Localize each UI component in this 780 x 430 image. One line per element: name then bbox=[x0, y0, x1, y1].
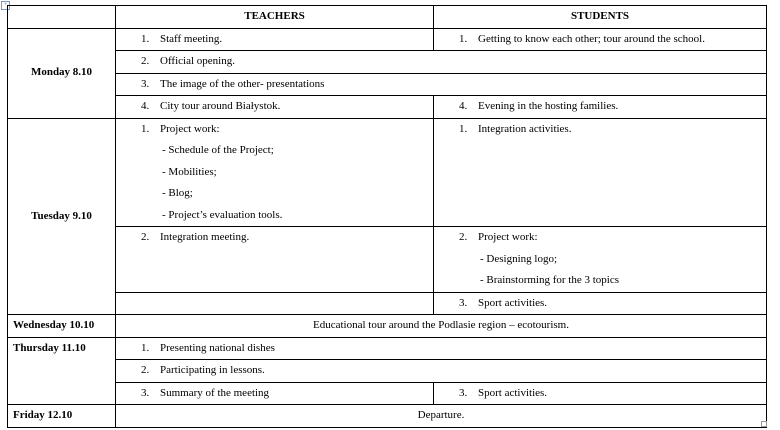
sub-item: - Project’s evaluation tools. bbox=[162, 208, 283, 221]
students-header: STUDENTS bbox=[434, 6, 767, 29]
activity-text: Project work: bbox=[160, 122, 220, 135]
activity-text: Sport activities. bbox=[478, 386, 548, 399]
item-number: 3. bbox=[459, 386, 468, 399]
item-number: 2. bbox=[141, 231, 150, 243]
schedule-table bbox=[7, 5, 767, 428]
table-row bbox=[8, 227, 767, 293]
item-number: 1. bbox=[141, 341, 150, 354]
day-cell-friday: Friday 12.10 bbox=[8, 405, 116, 428]
item-number: 3. bbox=[459, 296, 468, 309]
activity-text: Summary of the meeting bbox=[160, 386, 270, 399]
sub-item: - Brainstorming for the 3 topics bbox=[480, 274, 620, 286]
shared-cell bbox=[116, 73, 767, 96]
table-row bbox=[8, 73, 767, 96]
sub-item: - Blog; bbox=[162, 187, 193, 199]
table-row bbox=[8, 51, 767, 74]
table-anchor-icon[interactable]: + bbox=[1, 1, 10, 10]
sub-item: - Schedule of the Project; bbox=[162, 144, 274, 156]
table-row bbox=[8, 315, 767, 338]
activity-text: Integration meeting. bbox=[160, 231, 250, 243]
student-cell bbox=[434, 28, 767, 51]
teacher-cell bbox=[116, 292, 434, 315]
table-row bbox=[8, 405, 767, 428]
student-cell bbox=[434, 96, 767, 119]
student-cell bbox=[434, 382, 767, 405]
item-number: 2. bbox=[459, 231, 468, 243]
activity-text: Sport activities. bbox=[478, 296, 548, 309]
activity-text: Staff meeting. bbox=[160, 32, 223, 45]
table-row bbox=[8, 382, 767, 405]
teachers-header: TEACHERS bbox=[116, 6, 434, 29]
activity-text: Presenting national dishes bbox=[160, 341, 275, 354]
shared-cell: Departure. bbox=[116, 405, 767, 428]
student-cell bbox=[434, 118, 767, 227]
header-row bbox=[8, 6, 767, 29]
teacher-cell bbox=[116, 28, 434, 51]
teacher-cell bbox=[116, 118, 434, 227]
activity-text: Integration activities. bbox=[478, 122, 572, 135]
activity-text: Participating in lessons. bbox=[160, 364, 265, 376]
item-number: 4. bbox=[141, 100, 150, 112]
student-cell bbox=[434, 227, 767, 293]
shared-cell: Educational tour around the Podlasie region – ecotourism. bbox=[116, 315, 767, 338]
day-cell-tuesday: Tuesday 9.10 bbox=[8, 118, 116, 315]
table-row bbox=[8, 118, 767, 227]
table-row bbox=[8, 292, 767, 315]
teacher-cell bbox=[116, 382, 434, 405]
activity-text: Project work: bbox=[478, 231, 538, 243]
table-row bbox=[8, 337, 767, 360]
table-row bbox=[8, 360, 767, 383]
item-number: 3. bbox=[141, 77, 150, 90]
item-number: 1. bbox=[459, 122, 468, 135]
item-number: 4. bbox=[459, 100, 468, 112]
day-cell-thursday: Thursday 11.10 bbox=[8, 337, 116, 405]
activity-text: The image of the other- presentations bbox=[160, 77, 325, 90]
sub-item: - Mobilities; bbox=[162, 165, 217, 178]
teacher-cell bbox=[116, 96, 434, 119]
day-cell-monday: Monday 8.10 bbox=[8, 28, 116, 118]
shared-cell bbox=[116, 51, 767, 74]
shared-cell bbox=[116, 360, 767, 383]
teacher-cell bbox=[116, 227, 434, 293]
item-number: 1. bbox=[141, 32, 150, 45]
item-number: 2. bbox=[141, 364, 150, 376]
activity-text: City tour around Białystok. bbox=[160, 100, 281, 112]
item-number: 3. bbox=[141, 386, 150, 399]
sub-item: - Designing logo; bbox=[480, 252, 557, 265]
corner-cell bbox=[8, 6, 116, 29]
item-number: 2. bbox=[141, 55, 150, 67]
item-number: 1. bbox=[141, 122, 150, 135]
table-row bbox=[8, 28, 767, 51]
table-resize-handle[interactable] bbox=[761, 421, 767, 427]
shared-cell bbox=[116, 337, 767, 360]
item-number: 1. bbox=[459, 32, 468, 45]
day-cell-wednesday: Wednesday 10.10 bbox=[8, 315, 116, 338]
activity-text: Evening in the hosting families. bbox=[478, 100, 619, 112]
student-cell bbox=[434, 292, 767, 315]
activity-text: Getting to know each other; tour around the school. bbox=[478, 32, 705, 45]
table-row bbox=[8, 96, 767, 119]
activity-text: Official opening. bbox=[160, 55, 235, 67]
